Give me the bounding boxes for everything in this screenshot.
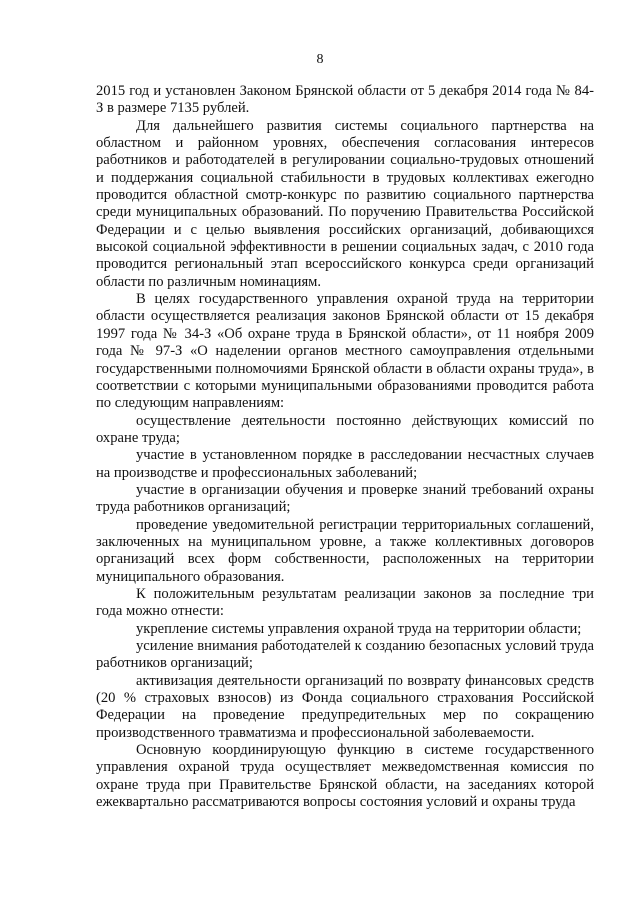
list-item-management-system: укрепление системы управления охраной труда на территории области; bbox=[136, 620, 582, 637]
list-item-employer-attention: усиление внимания работодателей к созданию безопасных условий труда работников организаций; bbox=[96, 638, 594, 672]
paragraph-social-partnership: Для дальнейшего развития системы социального партнерства на областном и районном уровнях, обеспечения согласования интересов работников и работодателей в регулировании социально-трудовых отношений и поддержания социальной стабильности в трудовых коллективах ежегодно проводится областной смотр-конкурс по развитию социального партнерства среди муниципальных образований. По поручению Правительства Российской Федерации и с целью выявления российских организаций, добивающихся высокой социальной эффективности в решении социальных задач, с 2010 года проводится региональный этап всероссийского конкурса среди организаций области по различным номинациям. bbox=[96, 117, 594, 290]
paragraph-interagency-commission: Основную координирующую функцию в системе государственного управления охраной труда осуществляет межведомственная комиссия по охране труда при Правительстве Брянской области, на заседаниях которой ежеквартально рассматриваются вопросы состояния условий и охраны труда bbox=[96, 742, 594, 811]
paragraph-labor-protection-laws: В целях государственного управления охраной труда на территории области осуществляется реализация законов Брянской области от 15 декабря 1997 года № 34-З «Об охране труда в Брянской области», от 11 ноября 2009 года № 97-З «О наделении органов местного самоуправления отдельными государственными полномочиями Брянской области в области охраны труда», в соответствии с которыми муниципальными образованиями проводится работа по следующим направлениям: bbox=[96, 291, 594, 412]
list-item-fund-return: активизация деятельности организаций по возврату финансовых средств (20 % страховых взносов) из Фонда социального страхования Российской Федерации на проведение предупредительных мер по сокращению производственного травматизма и профессиональной заболеваемости. bbox=[96, 672, 594, 741]
list-item-registration: проведение уведомительной регистрации территориальных соглашений, заключенных на муниципальном уровне, а также коллективных договоров организаций всех форм собственности, расположенных на территории муниципального образования. bbox=[96, 516, 594, 585]
list-item-investigation: участие в установленном порядке в расследовании несчастных случаев на производстве и профессиональных заболеваний; bbox=[96, 447, 594, 481]
body-text bbox=[96, 83, 594, 811]
paragraph-continuation: 2015 год и установлен Законом Брянской области от 5 декабря 2014 года № 84-З в размере 7135 рублей. bbox=[96, 83, 594, 117]
list-item-commissions: осуществление деятельности постоянно действующих комиссий по охране труда; bbox=[96, 412, 594, 446]
page-number: 8 bbox=[316, 52, 324, 67]
paragraph-positive-results: К положительным результатам реализации законов за последние три года можно отнести: bbox=[96, 585, 594, 620]
list-item-training: участие в организации обучения и проверке знаний требований охраны труда работников организаций; bbox=[96, 481, 594, 516]
